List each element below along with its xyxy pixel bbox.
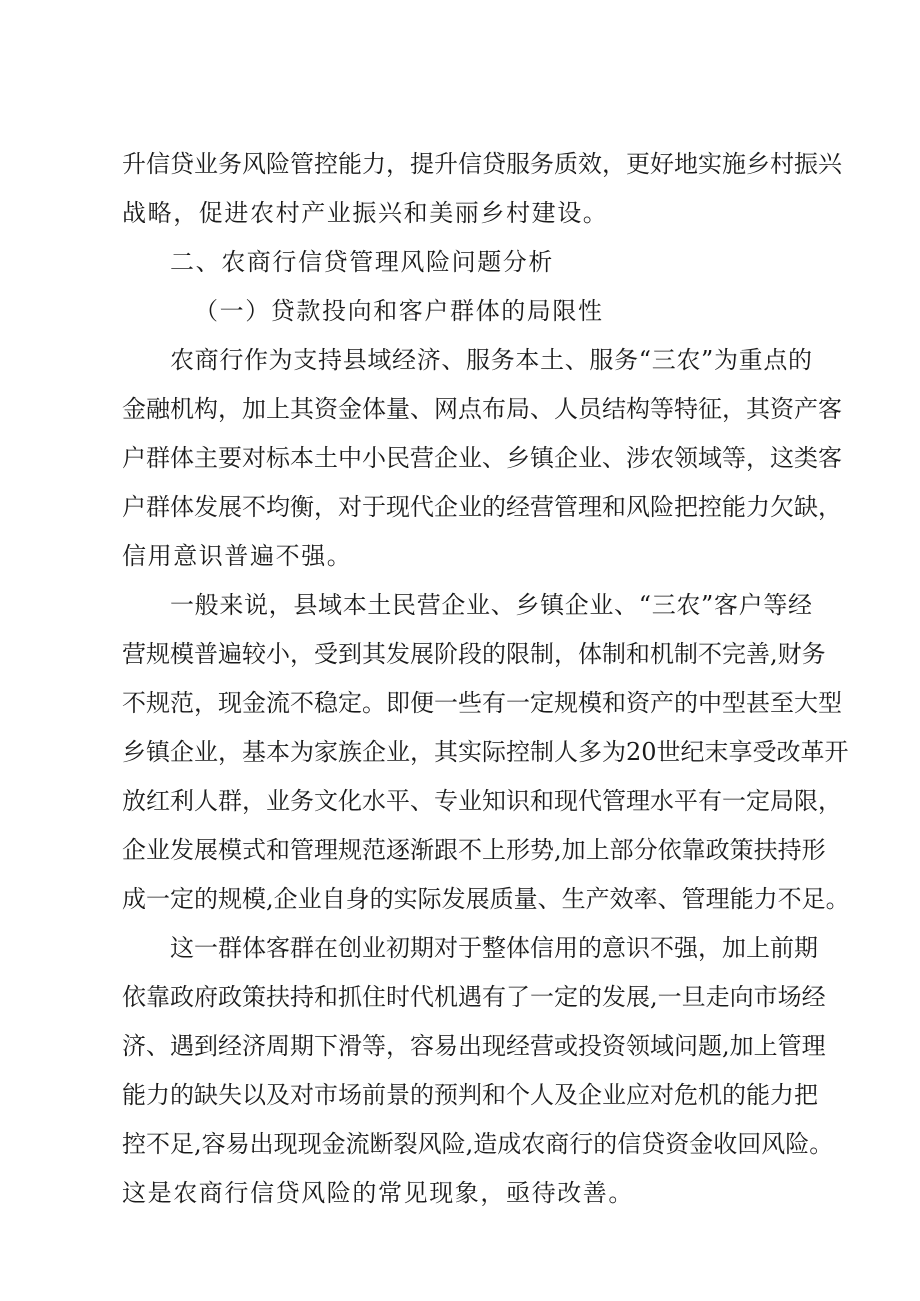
section-heading	[122, 238, 812, 287]
text-line: 放红利人群，业务文化水平、专业知识和现代管理水平有一定局限，	[122, 787, 842, 815]
text-line: 依靠政府政策扶持和抓住时代机遇有了一定的发展,一旦走向市场经	[122, 983, 826, 1011]
subheading-line: （一）贷款投向和客户群体的局限性	[194, 297, 604, 325]
text-line: 能力的缺失以及对市场前景的预判和个人及企业应对危机的能力把	[122, 1081, 818, 1109]
text-line: 控不足,容易出现现金流断裂风险,造成农商行的信贷资金收回风险。	[122, 1130, 834, 1158]
text-line: 成一定的规模,企业自身的实际发展质量、生产效率、管理能力不足。	[122, 885, 850, 913]
subsection-heading	[122, 287, 812, 336]
text-line: 升信贷业务风险管控能力，提升信贷服务质效，更好地实施乡村振兴	[122, 150, 842, 178]
text-line: 金融机构，加上其资金体量、网点布局、人员结构等特征，其资产客	[122, 395, 842, 423]
text-line: 这是农商行信贷风险的常见现象，亟待改善。	[122, 1179, 634, 1207]
text-line: 一般来说，县域本土民营企业、乡镇企业、“三农”客户等经	[170, 591, 812, 619]
text-line: 济、遇到经济周期下滑等，容易出现经营或投资领域问题,加上管理	[122, 1032, 826, 1060]
paragraph-credit-risk	[122, 924, 834, 1218]
text-line: 信用意识普遍不强。	[122, 542, 353, 570]
text-line: 乡镇企业，基本为家族企业，其实际控制人多为20世纪末享受改革开	[122, 738, 849, 766]
text-line: 农商行作为支持县域经济、服务本土、服务“三农”为重点的	[170, 346, 812, 374]
text-line: 户群体发展不均衡，对于现代企业的经营管理和风险把控能力欠缺，	[122, 493, 842, 521]
paragraph-client-base	[122, 336, 842, 581]
text-line: 不规范，现金流不稳定。即便一些有一定规模和资产的中型甚至大型	[122, 689, 842, 717]
paragraph-enterprise-scale	[122, 581, 850, 924]
text-line: 企业发展模式和管理规范逐渐跟不上形势,加上部分依靠政策扶持形	[122, 836, 826, 864]
text-line: 营规模普遍较小，受到其发展阶段的限制，体制和机制不完善,财务	[122, 640, 826, 668]
heading-line: 二、农商行信贷管理风险问题分析	[170, 248, 554, 276]
text-line: 这一群体客群在创业初期对于整体信用的意识不强，加上前期	[170, 934, 818, 962]
document-body	[122, 140, 850, 1218]
text-line: 战略，促进农村产业振兴和美丽乡村建设。	[122, 199, 609, 227]
text-line: 户群体主要对标本土中小民营企业、乡镇企业、涉农领域等，这类客	[122, 444, 842, 472]
paragraph-continuation	[122, 140, 842, 238]
